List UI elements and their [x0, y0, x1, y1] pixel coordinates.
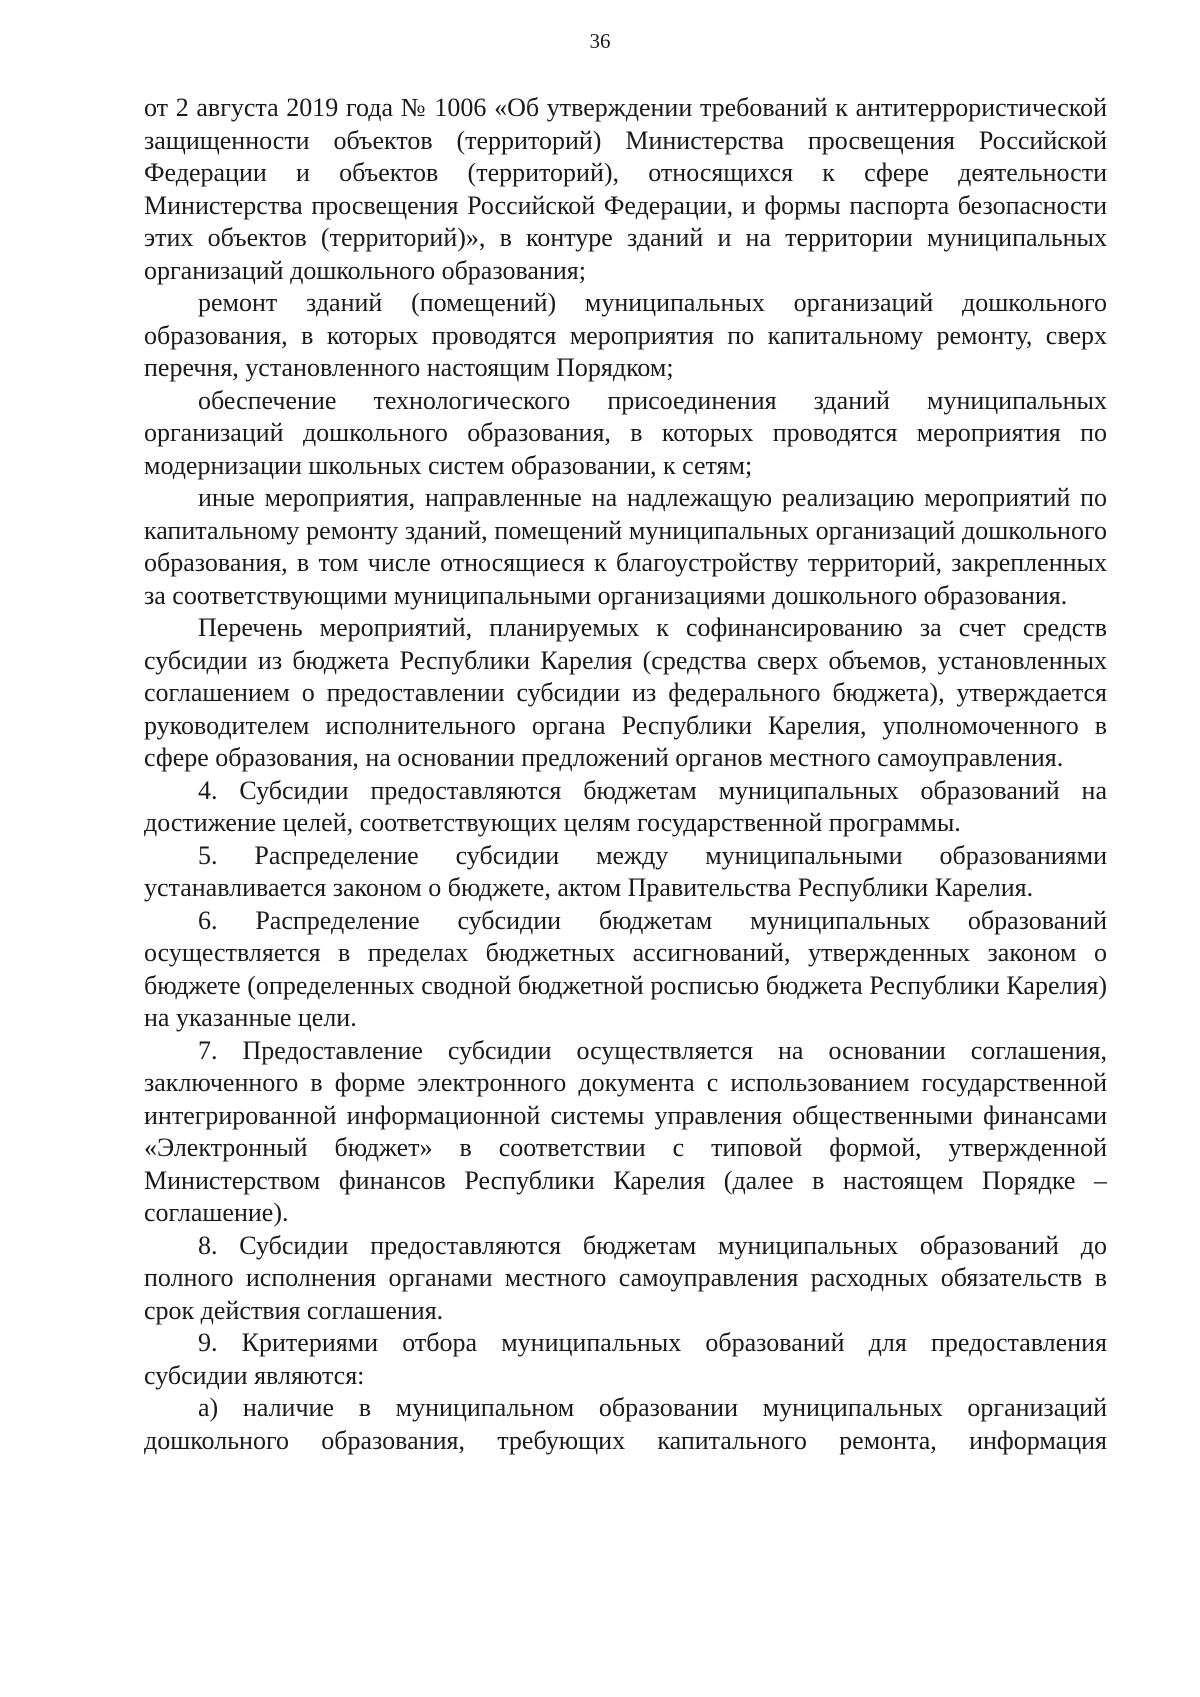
document-body — [144, 92, 1107, 1457]
page-number: 36 — [589, 29, 611, 53]
paragraph-item-6: 6. Распределение субсидии бюджетам муниципальных образований осуществляется в пределах бюджетных ассигнований, утвержденных законом о бюджете (определенных сводной бюджетной росписью бюджета Республики Карелия) на указанные цели. — [144, 905, 1107, 1032]
paragraph-repair-beyond-list: ремонт зданий (помещений) муниципальных организаций дошкольного образования, в которых проводятся мероприятия по капитальному ремонту, сверх перечня, установленного настоящим Порядком; — [144, 288, 1107, 382]
paragraph-item-7: 7. Предоставление субсидии осуществляется на основании соглашения, заключенного в форме электронного документа с использованием государственной интегрированной информационной системы управления общественными финансами «Электронный бюджет» в соответствии с типовой формой, утвержденной Министерством финансов Республики Карелия (далее в настоящем Порядке – соглашение). — [144, 1035, 1107, 1227]
paragraph-other-measures: иные мероприятия, направленные на надлежащую реализацию мероприятий по капитальному ремонту зданий, помещений муниципальных организаций дошкольного образования, в том числе относящиеся к благоустройству территорий, закрепленных за соответствующими муниципальными организациями дошкольного образования. — [144, 483, 1107, 610]
paragraph-item-9a: а) наличие в муниципальном образовании муниципальных организаций дошкольного образования, требующих капитального ремонта, информация — [144, 1393, 1107, 1455]
paragraph-continuation: от 2 августа 2019 года № 1006 «Об утверждении требований к антитеррористической защищенности объектов (территорий) Министерства просвещения Российской Федерации и объектов (территорий), относящихся к сфере деятельности Министерства просвещения Российской Федерации, и формы паспорта безопасности этих объектов (территорий)», в контуре зданий и на территории муниципальных организаций дошкольного образования; — [144, 93, 1107, 285]
paragraph-technological-connection: обеспечение технологического присоединения зданий муниципальных организаций дошкольного образования, в которых проводятся мероприятия по модернизации школьных систем образовании, к сетям; — [144, 385, 1107, 480]
paragraph-item-8: 8. Субсидии предоставляются бюджетам муниципальных образований до полного исполнения органами местного самоуправления расходных обязательств в срок действия соглашения. — [144, 1230, 1107, 1325]
paragraph-item-9: 9. Критериями отбора муниципальных образований для предоставления субсидии являются: — [144, 1328, 1107, 1390]
paragraph-measures-list: Перечень мероприятий, планируемых к софинансированию за счет средств субсидии из бюджета Республики Карелия (средства сверх объемов, установленных соглашением о предоставлении субсидии из федерального бюджета), утверждается руководителем исполнительного органа Республики Карелия, уполномоченного в сфере образования, на основании предложений органов местного самоуправления. — [144, 613, 1107, 772]
paragraph-item-5: 5. Распределение субсидии между муниципальными образованиями устанавливается законом о бюджете, актом Правительства Республики Карелия. — [144, 840, 1107, 902]
paragraph-item-4: 4. Субсидии предоставляются бюджетам муниципальных образований на достижение целей, соответствующих целям государственной программы. — [144, 775, 1107, 837]
